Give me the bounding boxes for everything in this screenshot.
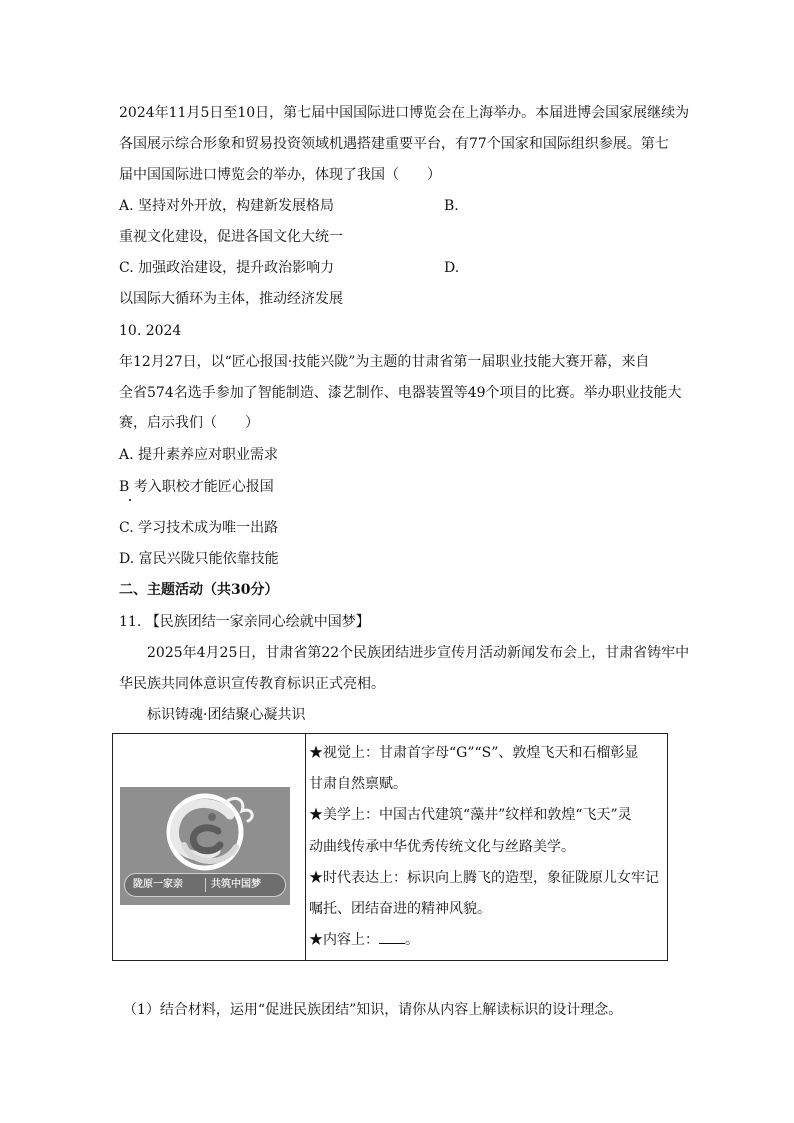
q9-option-c: C. 加强政治建设，提升政治影响力 — [119, 260, 335, 276]
logo-right-text: 共筑中国梦 — [211, 879, 261, 890]
table-line-4: 动曲线传承中华优秀传统文化与丝路美学。 — [309, 839, 575, 855]
q9-option-b-text: 重视文化建设，促进各国文化大统一 — [119, 229, 343, 245]
q10-option-a: A. 提升素养应对职业需求 — [119, 447, 279, 463]
q10-option-b: B 考入职校才能匠心报国 — [119, 479, 274, 495]
logo-table — [112, 733, 668, 961]
q9-stem-line-2: 各国展示综合形象和贸易投资领域机遇搭建重要平台，有77个国家和国际组织参展。第七 — [119, 136, 669, 152]
table-line-1: ★视觉上：甘肃首字母“G”“S”、敦煌飞天和石榴彰显 — [309, 745, 639, 761]
q9-option-b-letter: B. — [444, 198, 459, 214]
q10-option-d: D. 富民兴陇只能依靠技能 — [119, 551, 279, 567]
logo-divider — [205, 878, 206, 892]
table-line-6: 嘱托、团结奋进的精神风貌。 — [309, 901, 491, 917]
q9-stem-line-3: 届中国国际进口博览会的举办，体现了我国（ ） — [119, 167, 441, 183]
section-heading: 二、主题活动（共30分） — [119, 582, 279, 598]
q11-paragraph-line-2: 华民族共同体意识宣传教育标识正式亮相。 — [119, 676, 385, 692]
q9-option-a: A. 坚持对外开放，构建新发展格局 — [119, 198, 335, 214]
table-line-3: ★美学上：中国古代建筑“藻井”纹样和敦煌“飞天”灵 — [309, 807, 632, 823]
content-end: 。 — [405, 932, 419, 948]
q11-title: 11. 【民族团结一家亲同心绘就中国梦】 — [119, 614, 370, 630]
q10-stem-line-1: 年12月27日，以“匠心报国·技能兴陇”为主题的甘肃省第一届职业技能大赛开幕，来自 — [119, 354, 650, 370]
logo-description-cell — [306, 734, 668, 961]
table-line-content — [306, 930, 419, 950]
logo-image — [120, 787, 290, 905]
q10-stem-line-3: 赛，启示我们（ ） — [119, 415, 259, 431]
q11-caption: 标识铸魂·团结聚心凝共识 — [147, 707, 306, 723]
q9-option-d-letter: D. — [444, 260, 460, 276]
q9-option-d-text: 以国际大循环为主体，推动经济发展 — [119, 291, 343, 307]
table-line-2: 甘肃自然禀赋。 — [309, 776, 407, 792]
q10-number: 10. 2024 — [119, 323, 182, 339]
q11-paragraph-line-1: 2025年4月25日，甘肃省第22个民族团结进步宣传月活动新闻发布会上，甘肃省铸牢中 — [147, 645, 690, 661]
stray-dot — [129, 499, 131, 501]
q11-subquestion-1: （1）结合材料，运用“促进民族团结”知识，请你从内容上解读标识的设计理念。 — [123, 1002, 623, 1018]
logo-cell — [113, 734, 306, 961]
q10-option-c: C. 学习技术成为唯一出路 — [119, 520, 279, 536]
content-label: ★内容上： — [309, 932, 379, 948]
answer-blank[interactable] — [379, 930, 405, 944]
q10-stem-line-2: 全省574名选手参加了智能制造、漆艺制作、电器装置等49个项目的比赛。举办职业技能大 — [119, 385, 682, 401]
q9-stem-line-1: 2024年11月5日至10日，第七届中国国际进口博览会在上海举办。本届进博会国家展继续为 — [119, 105, 690, 121]
logo-left-text: 陇原一家亲 — [133, 879, 183, 890]
table-line-5: ★时代表达上：标识向上腾飞的造型，象征陇原儿女牢记 — [309, 870, 659, 886]
logo-banner — [124, 873, 286, 897]
